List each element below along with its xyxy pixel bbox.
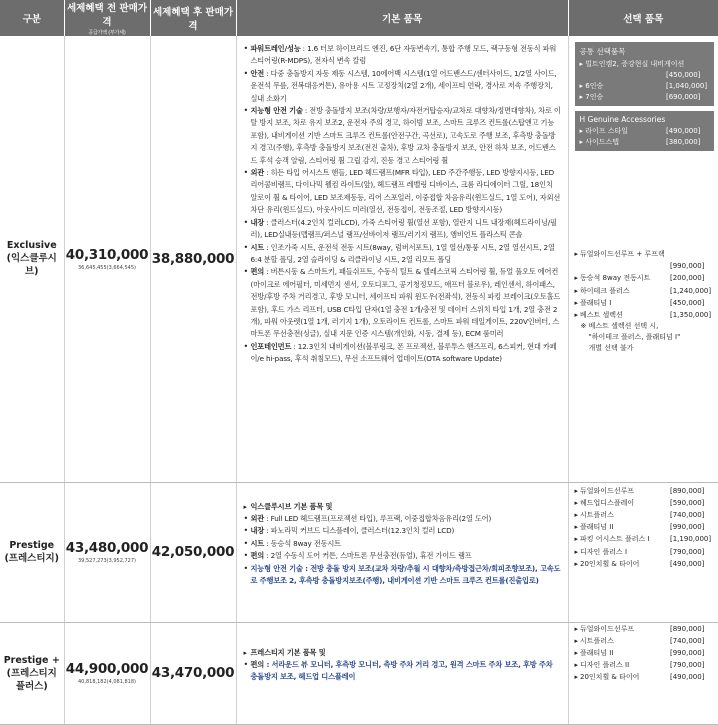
price-after: 38,880,000: [150, 36, 236, 482]
list-item: ▸ 6인승 [1,040,000]: [579, 82, 708, 90]
list-item: ▸ 베스트 셀렉션 [1,350,000]: [574, 311, 712, 320]
table-row-exclusive: [0, 36, 718, 482]
select-items-cell: [568, 36, 718, 482]
price-before: 43,480,000: [65, 540, 149, 556]
list-item: ▸ 하이테크 플러스 [1,240,000]: [574, 286, 712, 295]
price-after: 42,050,000: [150, 482, 236, 622]
header-row: [0, 0, 718, 36]
trim-name-ko: (프레스티지): [4, 553, 60, 564]
price-after: 43,470,000: [150, 622, 236, 724]
trim-name-ko: (익스클루시브): [6, 253, 57, 278]
select-items-cell: [568, 622, 718, 724]
list-item: • 파워트레인/성능 : 1.6 터보 하이브리드 엔진, 6단 자동변속기, 통합 주행 모드, 랙구동형 전동식 파워 스티어링(R-MDPS), 전자식 변속 칼럼: [251, 43, 562, 68]
option-note: ※ 베스트 셀렉션 선택 시,: [580, 322, 659, 331]
price-before-cell: [64, 482, 150, 622]
header-trim: 구분: [0, 0, 64, 36]
list-item: ▸ 디자인 플러스 I [790,000]: [574, 547, 705, 556]
basic-items-list: [237, 501, 562, 588]
list-item: • 지능형 안전 기술 : 전방 충돌 방지 보조(교차 차량/추월 시 대향차/측방접근차/회피조향보조), 고속도로 주행보조 2, 후측방 충돌방지보조(주행), 내비게이션 기반 스마트 크루즈 컨트롤(진출입로): [251, 563, 562, 588]
list-item: [450,000]: [666, 71, 701, 79]
list-item: ▸ 20인치휠 & 타이어 [490,000]: [574, 559, 705, 568]
list-item: ▸ 파킹 어시스트 플러스 I [1,190,000]: [574, 535, 712, 544]
list-item: ▸ 라이프 스타일 [490,000]: [579, 127, 701, 135]
trim-name-en: Prestige +: [3, 654, 60, 666]
basic-items-cell: [236, 622, 568, 724]
list-item: ▸ 익스클루시브 기본 품목 및: [251, 501, 562, 513]
list-item: • 편의 : 버튼시동 & 스마트키, 패들쉬프트, 수동식 틸트 & 텔레스코픽 스티어링 휠, 듀얼 풀오토 에어컨(마이크로 에어필터, 미세먼지 센서, 오토디포그, 공기청정모드, 애프터 블로우), 레인센서, 하이패스, 전방/후방 주차 거리경고, 후방 모니터, 세이프티 파워 윈도우(전좌석), 전동식 파킹 브레이크(오토홀드 포함), 후드 가스 리프터, USB C타입 단자(1열 충전 1개/충전 및 데이터 스위치 타입 1개, 2열 충전 2개), 파워 아웃렛(1열 1개, 러기지 1개), 오토라이트 컨트롤, 스마트 파워 테일게이트, 220V인버터, 스마트폰 무선충전(싱글), 실내 지문 인증 시스템(개인화, 시동, 결제 등), ECM 룸미러: [251, 266, 562, 340]
basic-items-list: [237, 647, 562, 684]
header-price-before-sub: 공급가액 (부가세): [88, 30, 126, 36]
basic-items-list: [237, 43, 562, 366]
list-item: • 편의 : 2열 수동식 도어 커튼, 스마트폰 무선충전(듀얼), 휴전 가이드 램프: [251, 550, 562, 562]
list-item: ▸ 플래티넘 II [990,000]: [574, 648, 705, 657]
list-item: ▸ 플래티넘 II [990,000]: [574, 523, 705, 532]
price-before-sub: 39,527,273(3,952,727): [78, 558, 136, 564]
option-list: [575, 248, 715, 354]
list-item: ▸ 디자인 플러스 II [790,000]: [574, 661, 705, 670]
table-row-prestige-plus: [0, 622, 718, 724]
price-before-sub: 36,645,455(3,664,545): [78, 264, 136, 271]
list-item: ▸ 시트플러스 [740,000]: [574, 636, 705, 645]
list-item: • 내장 : 클러스터(4.2인치 컬러LCD), 가죽 스티어링 휠(열선 포함), 열란지 니트 내장재(헤드라이닝/필러), LED실내등(맵램프/퍼스널 램프/선바이저 램프/러기지 램프), 앰비언트 플라스틱 콘솔: [251, 217, 562, 242]
list-item: • 외관 : 히든 타입 어시스트 핸들, LED 헤드램프(MFR 타입), LED 주간주행등, LED 방향지시등, LED 리어콤비램프, 다이나믹 웰컴 라이트(앞), 헤드램프 레벨링 디바이스, 크롬 라디에이터 그릴, 18인치 알로이 휠 & 타이어, LED 보조제동등, 리어 스포일러, 이중접합 차음유리(윈드실드, 1열 도어), 자외선 차단 유리(윈드실드), 아웃사이드 미러(열선, 전동접이, 전동조절, LED 방향지시등): [251, 167, 562, 217]
trim-cell: [0, 622, 64, 724]
list-item: ▸ 20인치휠 & 타이어 [490,000]: [574, 673, 705, 682]
option-note: "하이테크 플러스, 플래티넘 I": [588, 333, 681, 342]
option-note: 개별 선택 불가: [588, 344, 634, 353]
list-item: • 시트 : 동승석 8way 전동시트: [251, 538, 562, 550]
header-select: 선택 품목: [568, 0, 718, 36]
list-item: ▸ 사이드스텝 [380,000]: [579, 138, 701, 146]
list-item: ▸ 듀얼와이드선루프 [890,000]: [574, 624, 705, 633]
trim-name-en: Prestige: [9, 540, 55, 551]
list-item: ▸ 빌트인캠2, 증강현실 내비게이션: [579, 60, 685, 68]
trim-name-en: Exclusive: [6, 240, 57, 252]
list-item: ▸ 듀얼와이드선루프 + 루프랙: [574, 250, 665, 258]
list-item: • 인포테인먼트 : 12.3인치 내비게이션(블루링크, 폰 프로젝션, 블루투스 핸즈프리, 6스피커, 현대 카페이/e hi-pass, 후석 취침모드), 무선 소프트웨어 업데이트(OTA software Update): [251, 341, 562, 366]
list-item: ▸ 프레스티지 기본 품목 및: [251, 647, 562, 659]
price-before: 44,900,000: [65, 661, 149, 677]
accessories-box: [575, 111, 715, 151]
list-item: • 안전 : 다중 충돌방지 자동 제동 시스템, 10에어백 시스템(1열 어드밴스드/센터사이드, 1/2열 사이드, 운전석 무릎, 전복대응커튼), 유아용 시트 고정장치(2열 2개), 세이프티 언락, 경사로 저속 주행장치, 실내 소화기: [251, 68, 562, 105]
basic-items-cell: [236, 482, 568, 622]
header-price-after: 세제혜택 후 판매가격: [150, 0, 236, 36]
option-list: [575, 623, 715, 684]
list-item: • 시트 : 인조가죽 시트, 운전석 전동 시트(8way, 럼버서포트), 1열 열선/통풍 시트, 2열 열선시트, 2열 6:4 분할 폴딩, 2열 슬라이딩 & 리클라이닝 시트, 2열 리모트 폴딩: [251, 242, 562, 267]
header-basic: 기본 품목: [236, 0, 568, 36]
list-item: • 지능형 안전 기술 : 전방 충돌방지 보조(차량/보행자/자전거탑승자/교차로 대향차/정면대향차), 차로 이탈 방지 보조, 차로 유지 보조2, 운전자 주의 경고, 하이빔 보조, 스마트 크루즈 컨트롤(스탑앤고 기능 포함), 내비게이션 기반 스마트 크루즈 컨트롤(안전구간, 곡선로), 고속도로 주행 보조, 후측방 충돌방지 경고(주행), 후측방 충돌방지 보조(전진 출차), 후방 교차 충돌방지 보조, 안전 하차 보조, 어드밴스드 후석 승객 알림, 스티어링 휠 그립 감지, 진동 경고 스티어링 휠: [251, 105, 562, 167]
list-item: ▸ 7인승 [690,000]: [579, 93, 701, 101]
basic-items-cell: [236, 36, 568, 482]
select-items-cell: [568, 482, 718, 622]
list-item: ▸ 플래티넘 I [450,000]: [574, 298, 705, 307]
list-item: • 외관 : Full LED 헤드램프(프로젝션 타입), 루프랙, 이중접합차음유리(2열 도어): [251, 513, 562, 525]
trim-name-ko: 플러스): [15, 680, 48, 692]
trim-cell: [0, 36, 64, 482]
price-before-cell: [64, 36, 150, 482]
common-options-box: [575, 42, 715, 106]
price-before-sub: 40,818,182(4,081,818): [78, 679, 136, 685]
list-item: • 편의 : 서라운드 뷰 모니터, 후측방 모니터, 측방 주차 거리 경고, 원격 스마트 주차 보조, 후방 주차 충돌방지 보조, 헤드업 디스플레이: [251, 659, 562, 684]
list-item: ▸ 헤드업디스플레이 [590,000]: [574, 498, 705, 507]
list-item: ▸ 동승석 8way 전동시트 [200,000]: [574, 274, 705, 283]
list-item: • 내장 : 파노라믹 커브드 디스플레이, 클러스터(12.3인치 컬러 LCD): [251, 525, 562, 537]
list-item: [990,000]: [670, 262, 705, 271]
option-list: [575, 485, 715, 570]
trim-name-ko: (프레스티지: [6, 667, 57, 679]
price-before: 40,310,000: [65, 246, 149, 263]
accessories-title: H Genuine Accessories: [579, 115, 666, 124]
list-item: ▸ 듀얼와이드선루프 [890,000]: [574, 486, 705, 495]
header-price-before-label: 세제혜택 전 판매가격: [66, 3, 148, 28]
table-row-prestige: [0, 482, 718, 622]
header-price-before: [64, 0, 150, 36]
trim-cell: [0, 482, 64, 622]
price-before-cell: [64, 622, 150, 724]
common-options-title: 공통 선택품목: [579, 47, 626, 56]
list-item: ▸ 시트플러스 [740,000]: [574, 510, 705, 519]
